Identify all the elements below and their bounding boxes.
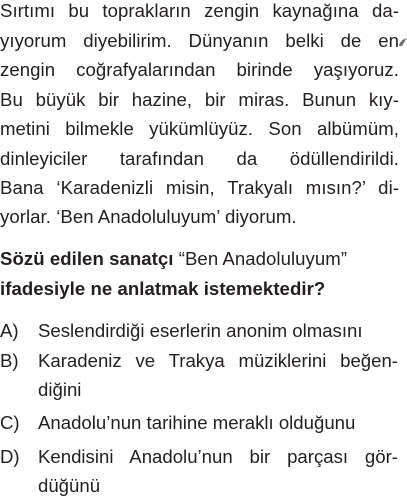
- option-a-text: Seslendirdiği eserlerin anonim olmasını: [38, 320, 363, 341]
- option-d-letter: D): [0, 446, 20, 467]
- option-b-letter: B): [0, 350, 19, 371]
- passage-line-3: zengin coğrafyalarından birinde yaşıyoruz.: [0, 59, 399, 80]
- passage-line-4: Bu büyük bir hazine, bir miras. Bunun kıy-: [0, 89, 399, 110]
- question-stem-bold: Sözü edilen sanatçı: [0, 248, 174, 269]
- passage-line-6: dinleyiciler tarafından da ödüllendirildi.: [0, 148, 399, 169]
- passage-line-8: yorlar. ‘Ben Anadoluluyum’ diyorum.: [0, 206, 297, 227]
- option-b-text-line-1: Karadeniz ve Trakya müziklerini beğen-: [38, 350, 398, 371]
- option-c-letter: C): [0, 412, 20, 433]
- option-a-letter: A): [0, 320, 19, 341]
- passage-line-5: metini bilmekle yükümlüyüz. Son albümüm,: [0, 118, 399, 139]
- page-curl-icon: [398, 37, 407, 47]
- passage-line-7: Bana ‘Karadenizli misin, Trakyalı mısın?’ di-: [0, 177, 399, 198]
- question-quote: “Ben Anadoluluyum”: [173, 248, 348, 269]
- option-d-text-line-2: düğünü: [38, 475, 101, 496]
- passage-line-2: yıyorum diyebilirim. Dünyanın belki de en: [0, 30, 399, 51]
- option-b-text-line-2: diğini: [38, 379, 82, 400]
- passage-line-1: Sırtımı bu toprakların zengin kaynağına da-: [0, 0, 399, 21]
- question-stem-line-1: [0, 248, 347, 270]
- option-c-text: Anadolu’nun tarihine meraklı olduğunu: [38, 412, 356, 433]
- question-stem-line-2: ifadesiyle ne anlatmak istemektedir?: [0, 278, 326, 299]
- option-d-text-line-1: Kendisini Anadolu’nun bir parçası gör-: [38, 446, 398, 467]
